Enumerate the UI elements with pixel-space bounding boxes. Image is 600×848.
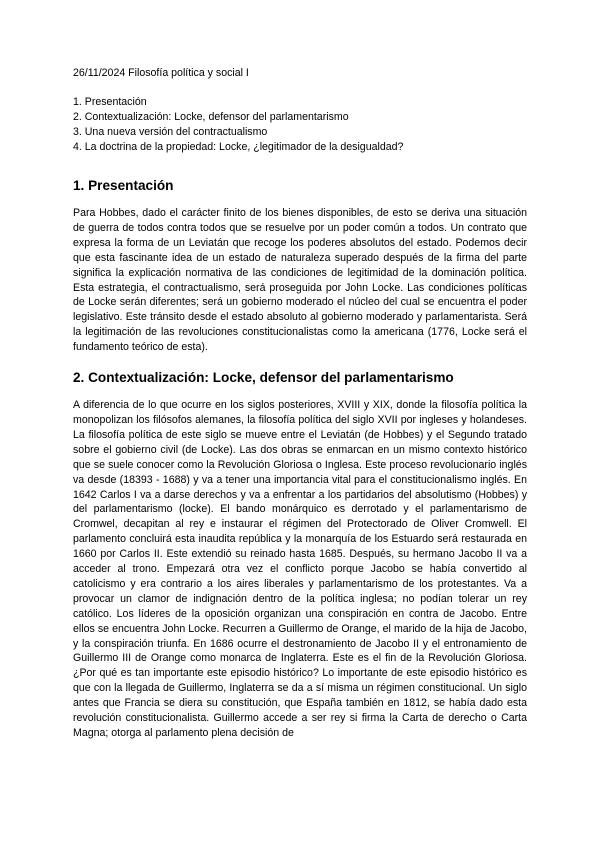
section-heading-presentacion: 1. Presentación xyxy=(73,178,174,193)
table-of-contents xyxy=(73,95,527,155)
toc-item: 2. Contextualización: Locke, defensor del parlamentarismo xyxy=(73,111,349,123)
section-heading-contextualizacion: 2. Contextualización: Locke, defensor del parlamentarismo xyxy=(73,370,454,386)
document-date-title: 26/11/2024 Filosofía política y social I xyxy=(73,67,249,79)
section-paragraph-presentacion: Para Hobbes, dado el carácter finito de los bienes disponibles, de esto se deriva una situación de guerra de todos contra todos que se resuelve por un poder común a todos. Un contrato que expresa la forma de un Leviatán que recoge los poderes absolutos del estado. Podemos decir que esta fascinante idea de un estado de naturaleza superado después de la firma del parte significa la explicación normativa de las condiciones de legitimidad de la dominación política. Esta estrategia, el contractualismo, será proseguida por John Locke. Las condiciones políticas de Locke serán diferentes; será un gobierno moderado el núcleo del cual se encuentra el poder legislativo. Este tránsito desde el estado absoluto al gobierno moderado y parlamentarista. Será la legitimación de las revoluciones constitucionalistas como la americana (1776, Locke será el fundamento teórico de esta). xyxy=(73,207,527,354)
document-page xyxy=(73,66,527,741)
toc-item: 1. Presentación xyxy=(73,96,147,108)
section-paragraph-contextualizacion: A diferencia de lo que ocurre en los siglos posteriores, XVIII y XIX, donde la filosofía política la monopolizan los filósofos alemanes, la filosofía política del siglo XVII por ingleses y holandeses. La filosofía política de este siglo se mueve entre el Leviatán (de Hobbes) y el Segundo tratado sobre el gobierno civil (de Locke). Las dos obras se enmarcan en un mismo contexto histórico que se suele conocer como la Revolución Gloriosa o Inglesa. Este proceso revolucionario inglés va desde (18393 - 1688) y va a tener una importancia vital para el constitucionalismo inglés. En 1642 Carlos I va a darse derechos y va a enfrentar a los partidarios del absolutismo (Hobbes) y del parlamentarismo (locke). El bando monárquico es derrotado y el parlamentarismo de Cromwel, decapitan al rey e instaurar el régimen del Protectorado de Oliver Cromwell. El parlamento concluirá esta inaudita república y la monarquía de los Estuardo será restaurada en 1660 por Carlos II. Este extendió su reinado hasta 1685. Después, su hermano Jacobo II va a acceder al trono. Empezará otra vez el conflicto porque Jacobo se había convertido al catolicismo y era contrario a los aires liberales y parlamentarismo de los protestantes. Va a provocar un clamor de indignación dentro de la política inglesa; no podían tolerar un rey católico. Los líderes de la oposición organizan una conspiración en contra de Jacobo. Entre ellos se encuentra John Locke. Recurren a Guillermo de Orange, el marido de la hija de Jacobo, y la conspiración triunfa. En 1686 ocurre el destronamiento de Jacobo II y el entronamiento de Guillermo III de Orange como monarca de Inglaterra. Este es el fin de la Revolución Gloriosa. ¿Por qué es tan importante este episodio histórico? Lo importante de este episodio histórico es que con la llegada de Guillermo, Inglaterra se da a sí misma un régimen constitucional. Un siglo antes que Francia se diera su constitución, que España también en 1812, se había dado esta revolución constitucionalista. Guillermo accede a ser rey si firma la Carta de derecho o Carta Magna; otorga al parlamento plena decisión de xyxy=(73,399,527,739)
toc-item: 3. Una nueva versión del contractualismo xyxy=(73,126,268,138)
toc-item: 4. La doctrina de la propiedad: Locke, ¿legitimador de la desigualdad? xyxy=(73,141,404,153)
